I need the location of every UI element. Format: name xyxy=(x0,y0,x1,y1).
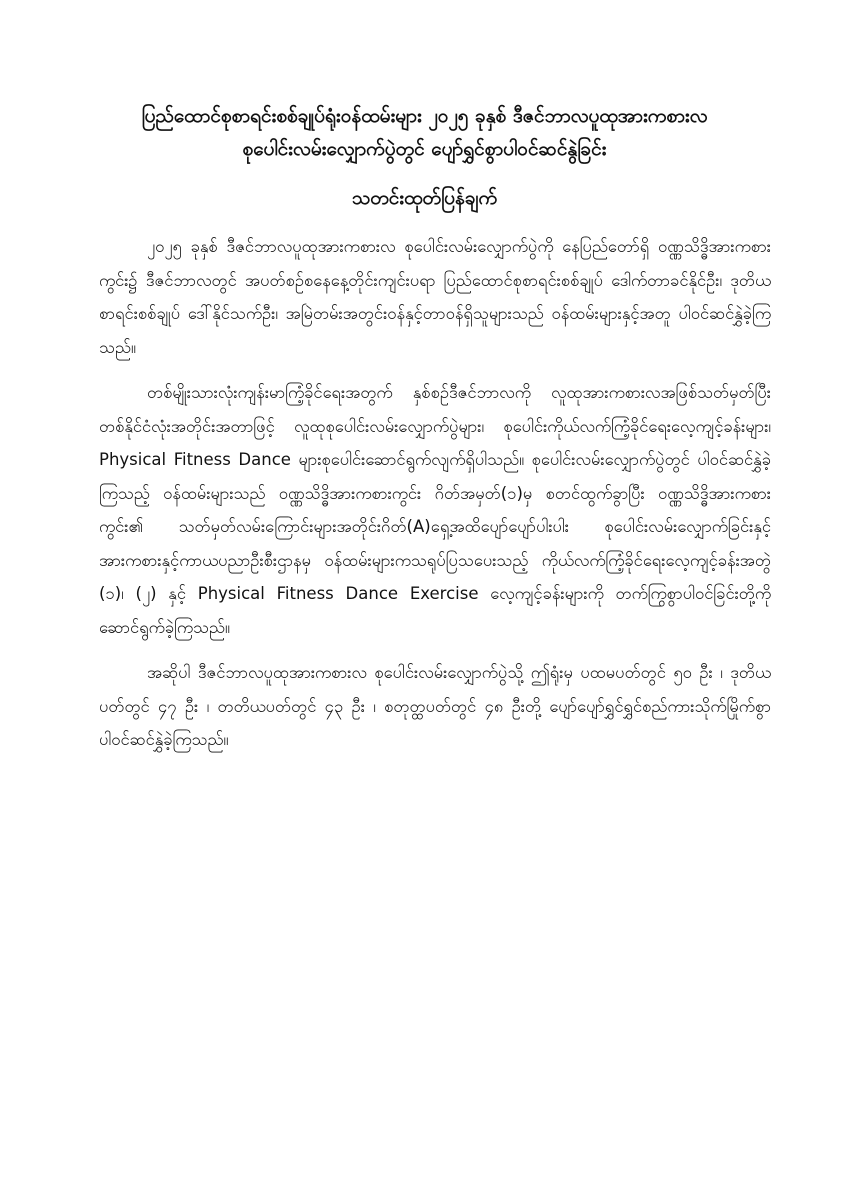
document-subtitle: သတင်းထုတ်ပြန်ချက် xyxy=(351,187,498,209)
document-title-line-2: စုပေါင်းလမ်းလျှောက်ပွဲတွင် ပျော်ရွှင်စွာပါဝင်ဆင်နွဲခြင်း xyxy=(242,138,607,160)
paragraph-3: အဆိုပါ ဒီဇင်ဘာလပူထုအားကစားလ စုပေါင်းလမ်းလျှောက်ပွဲသို့ ဤရုံးမှ ပထမပတ်တွင် ၅၀ ဦး ၊ ဒုတိယပတ်တွင် ၄၇ ဦး ၊ တတိယပတ်တွင် ၄၃ ဦး ၊ စတုတ္ထပတ်တွင် ၄၈ ဦးတို့ ပျော်ပျော်ရွှင်ရွှင်စည်ကားသိုက်မြိုက်စွာ ပါဝင်ဆင်နွှဲခဲ့ကြသည်။ xyxy=(99,663,771,749)
document-title-line-1: ပြည်ထောင်စုစာရင်းစစ်ချုပ်ရုံးဝန်ထမ်းများ ၂၀၂၅ ခုနှစ် ဒီဇင်ဘာလပူထုအားကစားလ xyxy=(141,105,708,127)
paragraph-2: တစ်မျိုးသားလုံးကျန်းမာကြံ့ခိုင်ရေးအတွက် နှစ်စဉ်ဒီဇင်ဘာလကို လူထုအားကစားလအဖြစ်သတ်မှတ်ပြီး တစ်နိုင်ငံလုံးအတိုင်းအတာဖြင့် လူထုစုပေါင်းလမ်းလျှောက်ပွဲများ၊ စုပေါင်းကိုယ်လက်ကြံ့ခိုင်ရေးလေ့ကျင့်ခန်းများ၊ Physical Fitness Dance များစုပေါင်းဆောင်ရွက်လျက်ရှိပါသည်။ စုပေါင်းလမ်းလျှောက်ပွဲတွင် ပါဝင်ဆင်နွှဲခဲ့ကြသည့် ဝန်ထမ်းများသည် ဝဏ္ဏသိဒ္ဓိအားကစားကွင်း ဂိတ်အမှတ်(၁)မှ စတင်ထွက်ခွာပြီး ဝဏ္ဏသိဒ္ဓိအားကစားကွင်း၏ သတ်မှတ်လမ်းကြောင်းများအတိုင်းဂိတ်(A)ရှေ့အထိပျော်ပျော်ပါးပါး စုပေါင်းလမ်းလျှောက်ခြင်းနှင့် အားကစားနှင့်ကာယပညာဦးစီးဌာနမှ ဝန်ထမ်းများကသရုပ်ပြသပေးသည့် ကိုယ်လက်ကြံ့ခိုင်ရေးလေ့ကျင့်ခန်းအတွဲ (၁)၊ (၂) နှင့် Physical Fitness Dance Exercise လေ့ကျင့်ခန်းများကို တက်ကြွစွာပါဝင်ခြင်းတို့ကို ဆောင်ရွက်ခဲ့ကြသည်။ xyxy=(99,383,771,637)
paragraph-1: ၂၀၂၅ ခုနှစ် ဒီဇင်ဘာလပူထုအားကစားလ စုပေါင်းလမ်းလျှောက်ပွဲကို နေပြည်တော်ရှိ ဝဏ္ဏသိဒ္ဓိအားကစားကွင်း၌ ဒီဇင်ဘာလတွင် အပတ်စဉ်စနေနေ့တိုင်းကျင်းပရာ ပြည်ထောင်စုစာရင်းစစ်ချုပ် ဒေါက်တာခင်နိုင်ဦး၊ ဒုတိယစာရင်းစစ်ချုပ် ဒေါ်နိုင်သက်ဦး၊ အမြဲတမ်းအတွင်းဝန်နှင့်တာဝန်ရှိသူများသည် ဝန်ထမ်းများနှင့်အတူ ပါဝင်ဆင်နွှဲခဲ့ကြသည်။ xyxy=(99,237,771,357)
press-release-header xyxy=(90,100,759,212)
document-body xyxy=(99,230,771,769)
